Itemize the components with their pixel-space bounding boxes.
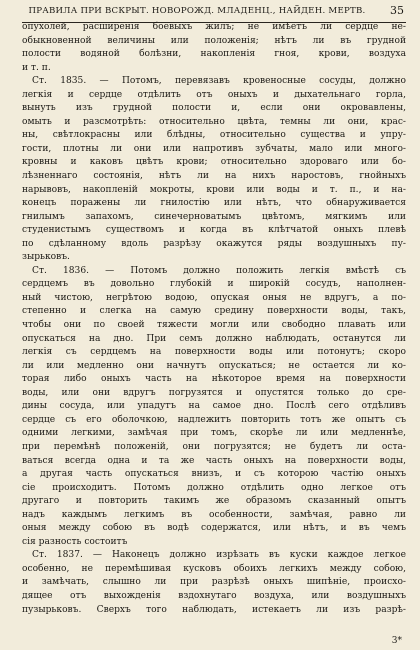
text-line: степенно и слегка на самую средину поверхности воды, такъ, [22, 306, 406, 317]
text-line: чтобы они по своей тяжести могли или свободно плавать или [22, 320, 406, 331]
text-line: сердце съ его оболочкою, надлежитъ повторить тотъ же опытъ съ [22, 414, 406, 425]
text-line: студенистымъ существомъ и когда въ клѣтчатой оныхъ плевѣ [22, 225, 406, 236]
text-line: ный чистою, негрѣтою водою, опуская оныя не вдругъ, а по- [22, 292, 406, 303]
text-line: одними легкими, замѣчая при томъ, скорѣе ли или медленнѣе, [22, 428, 406, 439]
text-line: надъ каждымъ легкимъ въ особенности, замѣчая, равно ли [22, 509, 406, 520]
text-line: сіе происходитъ. Потомъ должно отдѣлить одно легкое отъ [22, 482, 406, 493]
text-line: сія разность состоитъ [22, 536, 128, 547]
text-line: и т. п. [22, 62, 51, 73]
text-line: зырьковъ. [22, 252, 70, 263]
text-line: ваться всегда одна и та же часть оныхъ на поверхности воды, [22, 455, 406, 466]
text-line: при перемѣнѣ положеній, они погрузятся; не будетъ ли оста- [22, 441, 406, 452]
text-line: лѣзненнаго состоянія, нѣтъ ли на нихъ наростовъ, гнойныхъ [22, 171, 406, 182]
text-line: пузырьковъ. Сверхъ того наблюдать, истекаетъ ли изъ разрѣ- [22, 604, 406, 615]
text-line: по сдѣланному вдоль разрѣзу окажутся ряды воздушныхъ пу- [22, 238, 406, 249]
text-line: Ст. 1837. — Наконецъ должно изрѣзать въ куски каждое легкое [32, 550, 406, 561]
text-line: а другая часть опускаться внизъ, и съ которою частію оныхъ [22, 469, 406, 480]
text-line: опухолей, расширенія боевыхъ жилъ; не имѣетъ ли сердце не- [22, 22, 406, 32]
text-line: гости, плотны ли они или напротивъ зубчаты, мало или много- [22, 143, 406, 154]
body-text [22, 21, 406, 617]
text-line: оныя между собою въ водѣ содержатся, или нѣтъ, и въ чемъ [22, 523, 406, 534]
text-line: вынуть изъ грудной полости и, если они окровавлены, [22, 103, 406, 114]
text-line: легкія съ сердцемъ на поверхности воды или потонутъ; скоро [22, 347, 406, 358]
text-line: дящее отъ выхожденія вздохнутаго воздуха, или воздушныхъ [22, 590, 406, 601]
text-line: омыть и разсмотрѣть: относительно цвѣта, темны ли они, крас- [22, 116, 406, 127]
text-line: другаго и повторить такимъ же образомъ сказанный опытъ [22, 496, 406, 507]
text-line: легкія и сердце отдѣлить отъ оныхъ и дыхательнаго горла, [22, 89, 406, 100]
text-line: воды, или они вдругъ погрузятся и опустятся только до сре- [22, 387, 406, 398]
page-number: 35 [390, 4, 404, 17]
text-line: опускаться на дно. При семъ должно наблюдать, останутся ли [22, 333, 406, 344]
text-line: нарывовъ, накопленій мокроты, крови или воды и т. п., и на- [22, 184, 406, 195]
text-line: ли или медленно они начнутъ опускаться; не остается ли ко- [22, 360, 406, 371]
text-line: кровны и каковъ цвѣтъ крови; относительно здороваго или бо- [22, 157, 406, 168]
text-line: обыкновенной величины или положенія; нѣтъ ли въ грудной [22, 35, 406, 46]
text-line: сердцемъ въ довольно глубокій и широкій сосудъ, наполнен- [22, 279, 406, 290]
text-line: дины сосуда, или упадутъ на самое дно. Послѣ сего отдѣливъ [22, 401, 406, 412]
running-title: ПРАВИЛА ПРИ ВСКРЫТ. НОВОРОЖД. МЛАДЕНЦ., НАЙДЕН. МЕРТВ. [28, 6, 366, 16]
text-line: ны, свѣтлокрасны или блѣдны, относительно существа и упру- [22, 130, 406, 141]
text-line: Ст. 1836. — Потомъ должно положить легкія вмѣстѣ съ [32, 265, 406, 276]
text-line: полости водяной болѣзни, накопленія гноя, крови, воздуха [22, 49, 406, 60]
signature-mark: 3* [391, 636, 402, 646]
text-line: конецъ поражены ли гнилостію или нѣтъ, что обнаруживается [22, 198, 406, 209]
text-line: особенно, не перемѣшивая кусковъ обоихъ легкихъ между собою, [22, 563, 406, 574]
text-line: и замѣчать, слышно ли при разрѣзѣ оныхъ шипѣніе, происхо- [22, 577, 406, 588]
text-line: торая либо оныхъ часть на нѣкоторое время на поверхности [22, 374, 406, 385]
text-line: гнилымъ запахомъ, синечерноватымъ цвѣтомъ, мягкимъ или [22, 211, 406, 222]
text-line: Ст. 1835. — Потомъ, перевязавъ кровеносные сосуды, должно [32, 76, 406, 87]
